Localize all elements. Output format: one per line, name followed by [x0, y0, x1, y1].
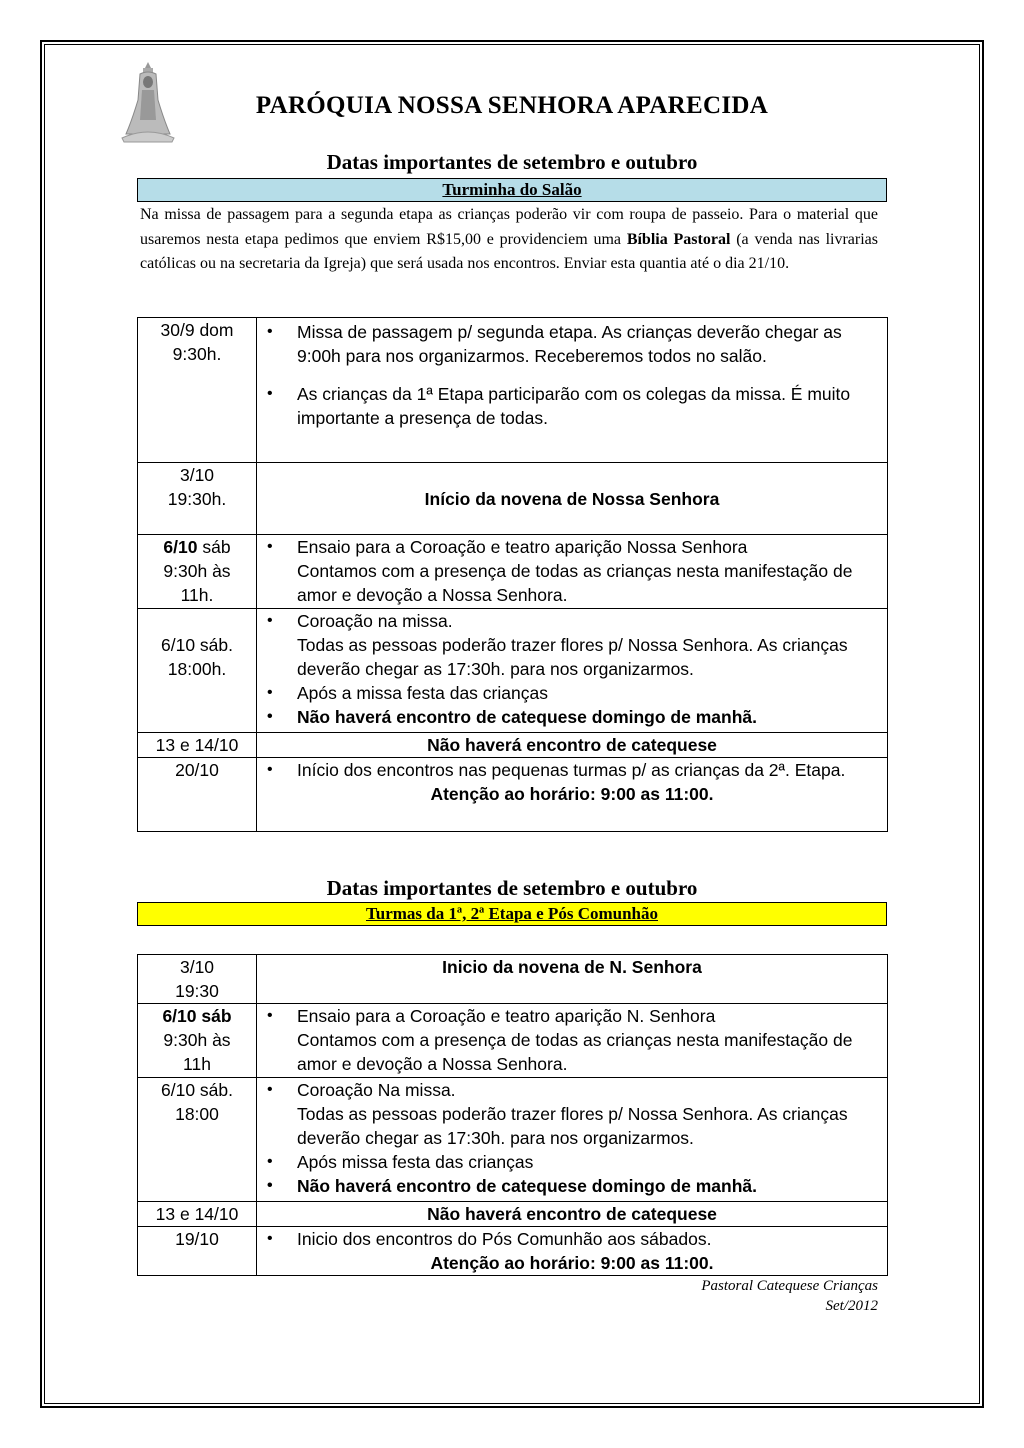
bullet-text: Ensaio para a Coroação e teatro aparição Nossa Senhora	[297, 537, 748, 557]
date-line: 18:00h.	[167, 659, 227, 679]
date-cell: 13 e 14/10	[138, 1202, 257, 1227]
footer-line: Pastoral Catequese Crianças	[701, 1278, 878, 1294]
date-line: 30/9 dom	[160, 320, 234, 340]
bullet-text: Ensaio para a Coroação e teatro aparição N. Senhora	[297, 1006, 716, 1026]
parish-title: PARÓQUIA NOSSA SENHORA APARECIDA	[255, 92, 769, 119]
date-cell	[138, 955, 257, 1004]
desc-cell	[257, 758, 888, 832]
list-item: • Não haverá encontro de catequese domingo de manhã.	[297, 1174, 887, 1198]
desc-cell: Inicio da novena de N. Senhora	[257, 955, 888, 1004]
bullet-text-cont: Todas as pessoas poderão trazer flores p/ Nossa Senhora. As crianças deverão chegar as 17:30h. para nos organizarmos.	[297, 635, 848, 679]
section2-band-turmas: Turmas da 1ª, 2ª Etapa e Pós Comunhão	[137, 902, 887, 926]
desc-cell	[257, 609, 888, 733]
list-item: • Início dos encontros nas pequenas turmas p/ as crianças da 2ª. Etapa.	[297, 758, 887, 782]
list-item: • Após a missa festa das crianças	[297, 681, 887, 705]
table-row	[138, 463, 888, 535]
date-cell	[138, 318, 257, 463]
date-rest: sáb	[197, 537, 231, 557]
table-row	[138, 1227, 888, 1276]
intro-text-before: Na missa de passagem para a segunda etapa as crianças poderão vir com roupa de passeio. Para o material que usaremos nesta etapa pedimos que enviem R$15,00 e providenciem uma	[140, 206, 878, 248]
date-line: 11h	[183, 1054, 211, 1074]
section1-band-turminha: Turminha do Salão	[137, 178, 887, 202]
date-line: 6/10 sáb.	[161, 1080, 233, 1100]
footer	[701, 1276, 878, 1316]
bullet-text-cont: Contamos com a presença de todas as crianças nesta manifestação de amor e devoção a Nossa Senhora.	[297, 561, 853, 605]
time-note: Atenção ao horário: 9:00 as 11:00.	[430, 1253, 714, 1273]
bullet-text: Coroação Na missa.	[297, 1080, 456, 1100]
bullet-list	[257, 1078, 887, 1198]
desc-cell	[257, 318, 888, 463]
bullet-list	[257, 758, 887, 782]
desc-cell	[257, 535, 888, 609]
table-row	[138, 955, 888, 1004]
table-row	[138, 609, 888, 733]
date-line: 6/10 sáb.	[161, 635, 233, 655]
table-row	[138, 1078, 888, 1202]
bullet-list	[257, 535, 887, 607]
desc-cell: Não haverá encontro de catequese	[257, 1202, 888, 1227]
date-line	[138, 535, 256, 559]
desc-cell	[257, 1227, 888, 1276]
date-line: 19:30h.	[167, 489, 227, 509]
desc-cell: Início da novena de Nossa Senhora	[257, 463, 888, 535]
table-row	[138, 318, 888, 463]
date-line: 11h.	[180, 585, 214, 605]
list-item: • Inicio dos encontros do Pós Comunhão aos sábados.	[297, 1227, 887, 1251]
date-line: 3/10	[179, 465, 215, 485]
date-cell	[138, 1004, 257, 1078]
bullet-text-cont: Contamos com a presença de todas as crianças nesta manifestação de amor e devoção a Nossa Senhora.	[297, 1030, 853, 1074]
list-item: • As crianças da 1ª Etapa participarão com os colegas da missa. É muito importante a presença de todas.	[297, 382, 887, 430]
list-item	[297, 1004, 887, 1076]
date-line: 9:30h às	[163, 561, 231, 581]
date-cell	[138, 1078, 257, 1202]
desc-cell	[257, 1004, 888, 1078]
date-line: 6/10 sáb	[162, 1006, 232, 1026]
desc-cell	[257, 1078, 888, 1202]
date-cell: 20/10	[138, 758, 257, 832]
footer-line: Set/2012	[825, 1298, 878, 1314]
date-cell	[138, 535, 257, 609]
date-cell	[138, 609, 257, 733]
table-row	[138, 733, 888, 758]
bullet-text: Coroação na missa.	[297, 611, 453, 631]
date-bold: 6/10	[163, 537, 198, 557]
table-row	[138, 1004, 888, 1078]
date-cell: 19/10	[138, 1227, 257, 1276]
date-line: 9:30h.	[172, 344, 222, 364]
bullet-list	[257, 320, 887, 430]
list-item	[297, 1078, 887, 1150]
section1-schedule-table	[137, 317, 888, 832]
bullet-list	[257, 1004, 887, 1076]
table-row	[138, 758, 888, 832]
bullet-list	[257, 609, 887, 729]
date-cell	[138, 463, 257, 535]
intro-text-bold: Bíblia Pastoral	[626, 230, 731, 248]
section2-title: Datas importantes de setembro e outubro	[326, 876, 698, 900]
desc-cell: Não haverá encontro de catequese	[257, 733, 888, 758]
table-row	[138, 1202, 888, 1227]
date-line: 19:30	[175, 981, 219, 1001]
section1-title: Datas importantes de setembro e outubro	[326, 150, 698, 174]
list-item: • Não haverá encontro de catequese domingo de manhã.	[297, 705, 887, 729]
date-line: 3/10	[179, 957, 215, 977]
list-item: • Missa de passagem p/ segunda etapa. As crianças deverão chegar as 9:00h para nos organizarmos. Receberemos todos no salão.	[297, 320, 887, 368]
intro-text-after: (a venda nas livrarias católicas ou na secretaria da Igreja) que será usada nos encontros. Enviar esta quantia até o dia 21/10.	[140, 230, 879, 272]
bullet-list	[257, 1227, 887, 1251]
list-item: • Após missa festa das crianças	[297, 1150, 887, 1174]
list-item	[297, 535, 887, 607]
date-line: 9:30h às	[163, 1030, 231, 1050]
date-cell: 13 e 14/10	[138, 733, 257, 758]
section2-schedule-table	[137, 954, 888, 1276]
list-item	[297, 609, 887, 681]
section1-intro	[140, 203, 878, 277]
date-line: 18:00	[175, 1104, 219, 1124]
bullet-text-cont: Todas as pessoas poderão trazer flores p/ Nossa Senhora. As crianças deverão chegar as 17:30h. para nos organizarmos.	[297, 1104, 848, 1148]
table-row	[138, 535, 888, 609]
time-note: Atenção ao horário: 9:00 as 11:00.	[430, 784, 714, 804]
